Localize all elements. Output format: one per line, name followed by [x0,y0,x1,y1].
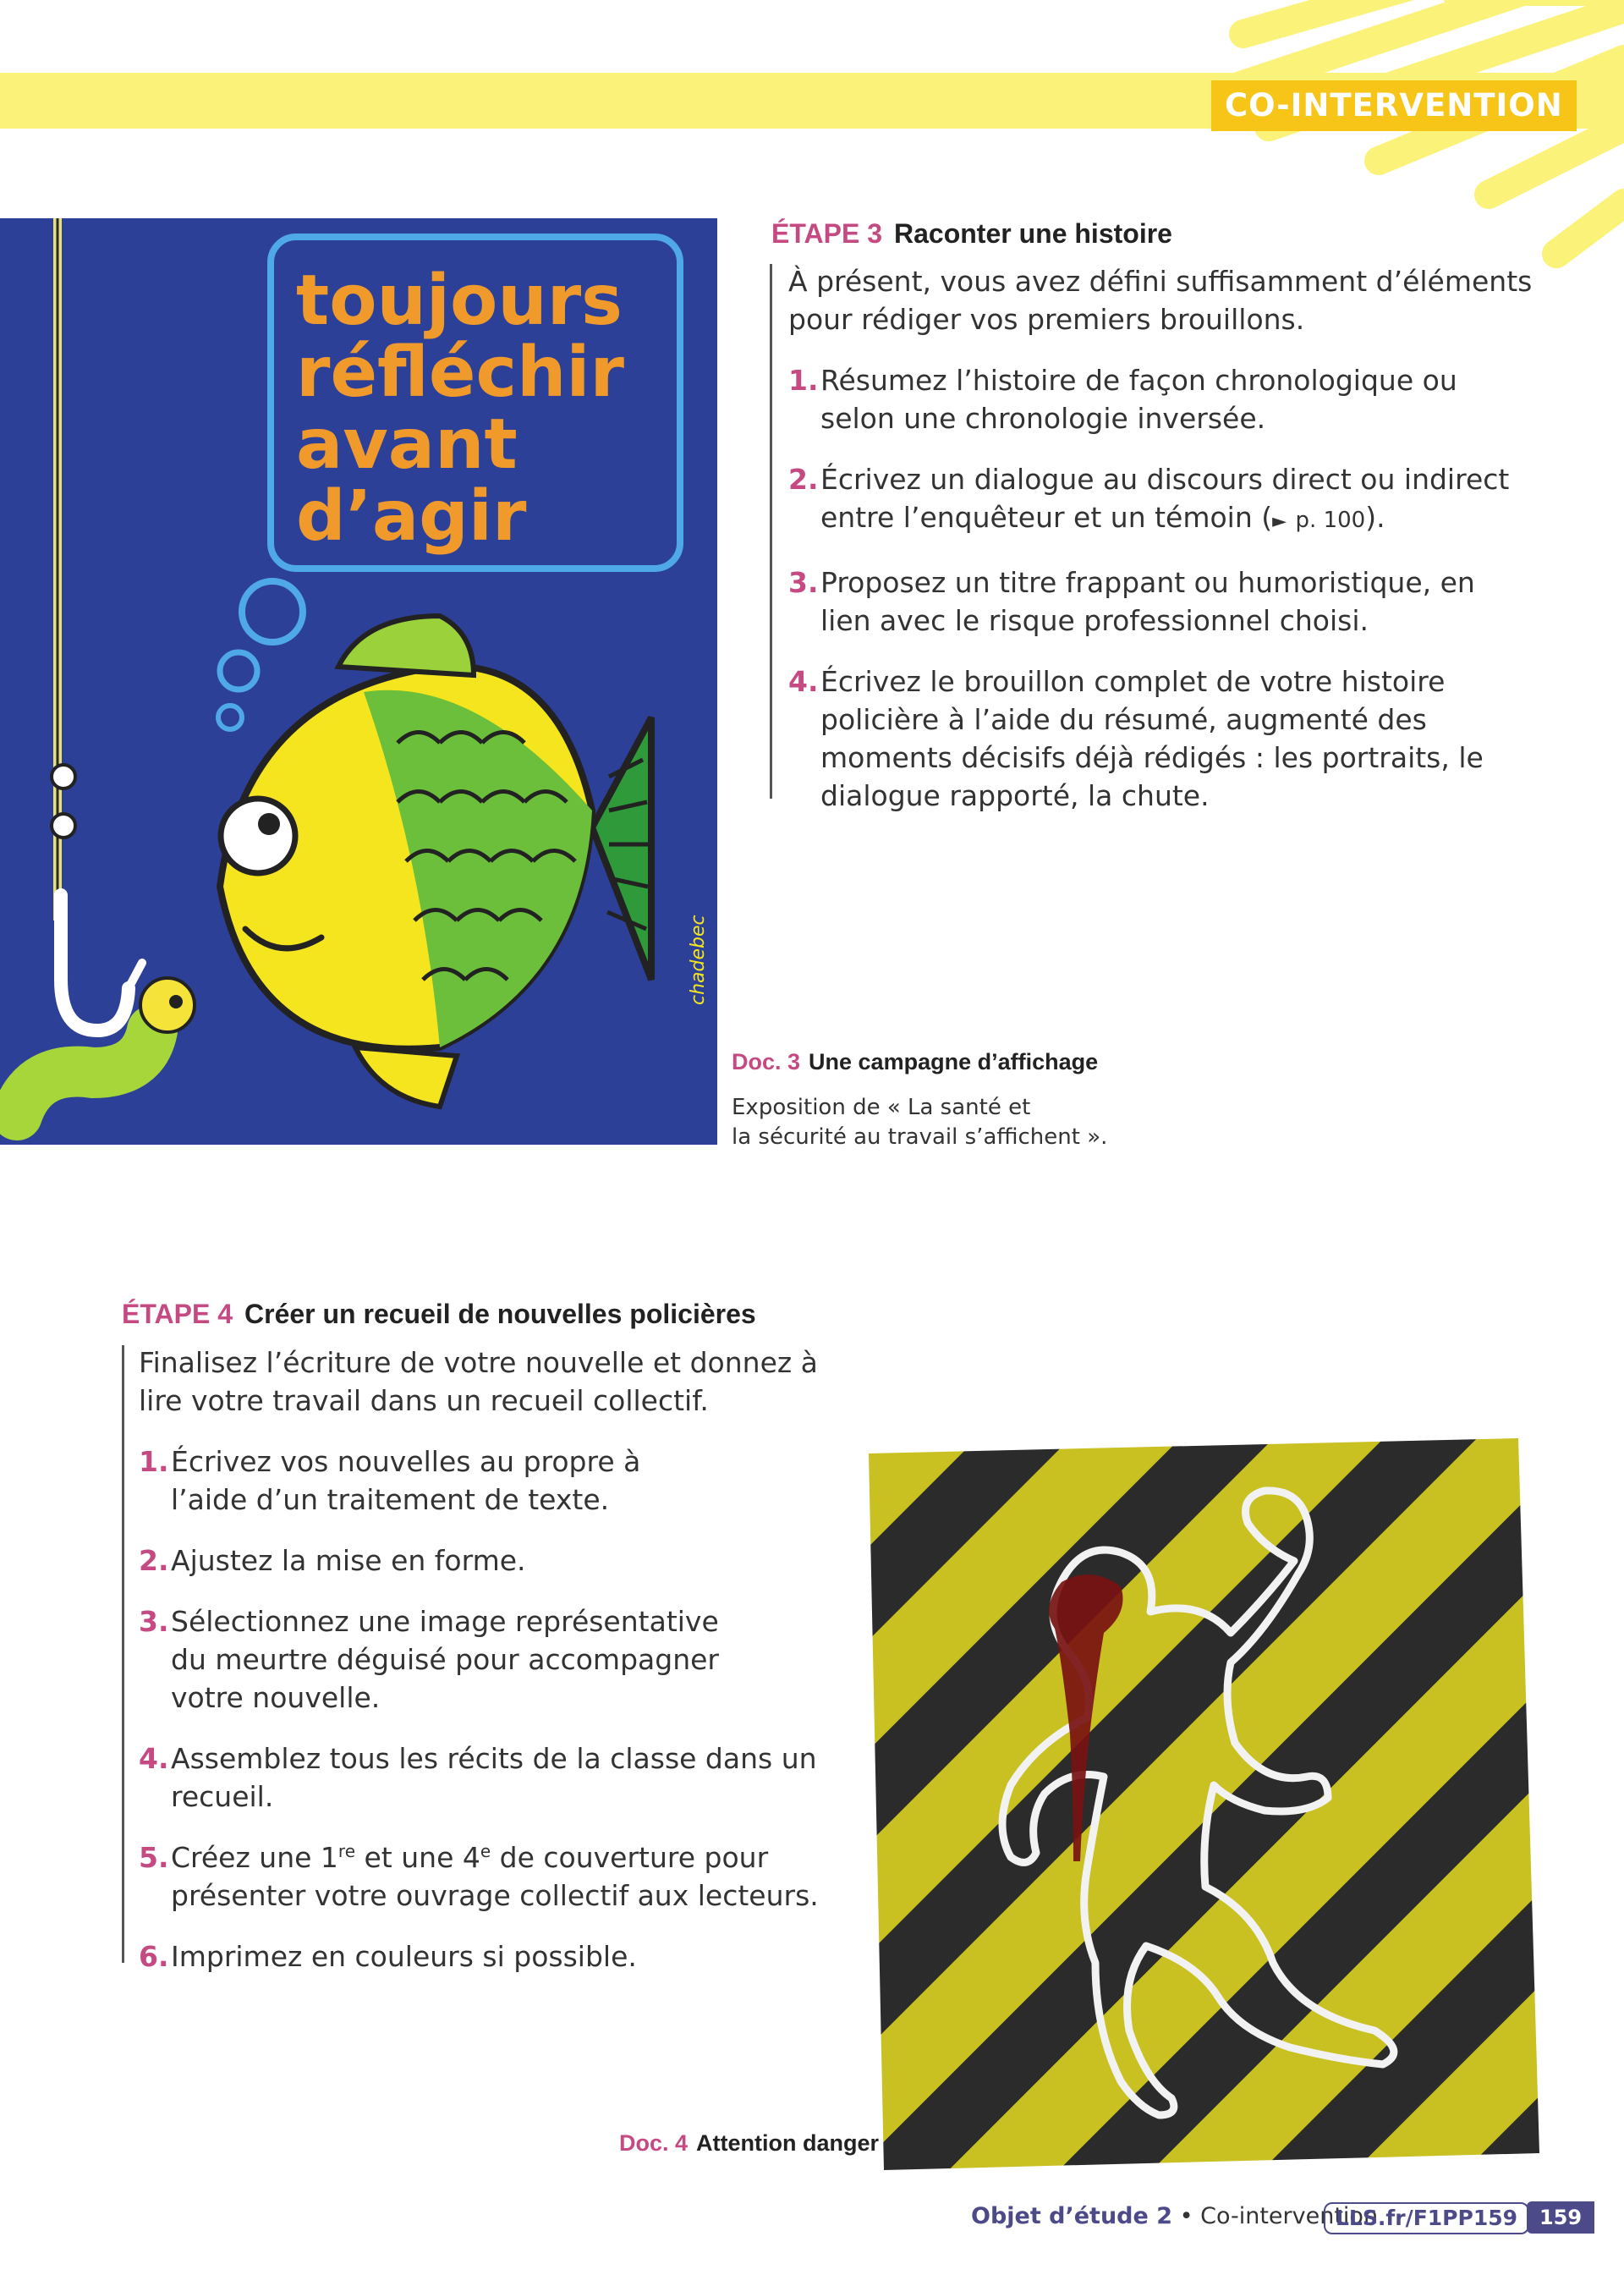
item-text: Résumez l’histoire de façon chronologique ou selon une chronologie inversée. [820,364,1457,435]
etape3-item [788,662,1533,815]
poster-signature: chadebec [688,915,709,1005]
item-text: Créez une 1 [171,1841,338,1874]
item-text: Imprimez en couleurs si possible. [171,1940,637,1973]
play-arrow-icon: ► [1272,511,1287,532]
poster-text-line-4: d’agir [296,476,527,557]
header-scribble-decoration [1167,0,1624,279]
item-number: 2. [788,463,819,496]
fish-poster-image [0,218,717,1145]
item-text: Ajustez la mise en forme. [171,1544,526,1577]
etape4-intro: Finalisez l’écriture de votre nouvelle et donnez à lire votre travail dans un recueil collectif. [139,1346,818,1417]
item-number: 3. [139,1605,169,1638]
etape3-number: ÉTAPE 3 [771,218,882,249]
etape3-list [788,361,1533,815]
etape4-item [139,1838,848,1915]
item-number: 3. [788,566,819,599]
poster-text-line-2: réfléchir [296,332,624,413]
poster-text-line-1: toujours [296,261,623,341]
item-text: et une 4 [355,1841,480,1874]
etape4-title: Créer un recueil de nouvelles policières [244,1299,756,1329]
etape4-side-bar [122,1345,124,1963]
etape3-item [788,563,1533,640]
etape3-title: Raconter une histoire [894,218,1172,249]
item-text: de couverture pour présenter votre ouvrage collectif aux lecteurs. [171,1841,819,1912]
section-label: CO-INTERVENTION [1211,80,1577,131]
etape3-side-bar [770,264,772,799]
item-text: Sélectionnez une image représentative du meurtre déguisé pour accompagner votre nouvelle. [171,1605,719,1714]
footer-separator: • [1172,2203,1201,2229]
doc4-caption [619,2130,879,2157]
superscript: e [480,1841,491,1861]
etape4-content [139,1344,841,1998]
footer-lls-link[interactable]: LLS.fr/F1PP159 [1324,2202,1529,2234]
item-number: 1. [139,1445,169,1478]
item-text: Écrivez vos nouvelles au propre à l’aide d’un traitement de texte. [171,1445,641,1516]
footer-section: Co-intervention [1200,2203,1379,2229]
etape4-item [139,1541,841,1580]
etape3-item [788,361,1533,437]
etape4-item [139,1602,763,1717]
doc3-description [732,1093,1107,1152]
doc3-title: Une campagne d’affichage [809,1049,1099,1074]
etape3-intro: À présent, vous avez défini suffisamment d’éléments pour rédiger vos premiers brouillons. [788,265,1533,336]
superscript: re [337,1841,356,1861]
doc4-title: Attention danger [696,2130,880,2156]
item-text: Écrivez le brouillon complet de votre histoire policière à l’aide du résumé, augmenté des moments décisifs déjà rédigés : les portraits, le dialogue rapporté, la chute. [820,665,1484,812]
etape4-item [139,1739,848,1816]
etape3-heading [771,218,1172,250]
etape4-item [139,1442,712,1519]
footer-chapter [971,2200,1378,2234]
etape4-item [139,1937,841,1976]
page-number: 159 [1527,2201,1594,2234]
item-number: 2. [139,1544,169,1577]
etape3-content [788,262,1533,838]
item-text: Proposez un titre frappant ou humoristique, en lien avec le risque professionnel choisi. [820,566,1475,637]
etape4-number: ÉTAPE 4 [122,1299,233,1329]
doc3-description-line: Exposition de « La santé et [732,1095,1031,1120]
doc3-number: Doc. 3 [732,1049,801,1074]
poster-text-line-3: avant [296,404,518,485]
item-number: 5. [139,1841,169,1874]
footer-chapter-title: Objet d’étude 2 [971,2203,1173,2229]
item-text: Écrivez un dialogue au discours direct ou indirect entre l’enquêteur et un témoin ( [820,463,1510,534]
doc3-description-line: la sécurité au travail s’affichent ». [732,1124,1108,1150]
etape4-heading [122,1299,756,1330]
item-number: 4. [788,665,819,698]
doc3-caption [732,1049,1098,1075]
item-text-end: ). [1365,501,1385,534]
page-reference-link[interactable]: p. 100 [1295,508,1366,533]
item-number: 1. [788,364,819,397]
item-text: Assemblez tous les récits de la classe dans un recueil. [171,1742,817,1813]
item-number: 6. [139,1940,169,1973]
etape3-item [788,460,1533,541]
item-number: 4. [139,1742,169,1775]
etape4-list [139,1442,841,1976]
crime-scene-image [867,1438,1539,2170]
doc4-number: Doc. 4 [619,2130,689,2156]
